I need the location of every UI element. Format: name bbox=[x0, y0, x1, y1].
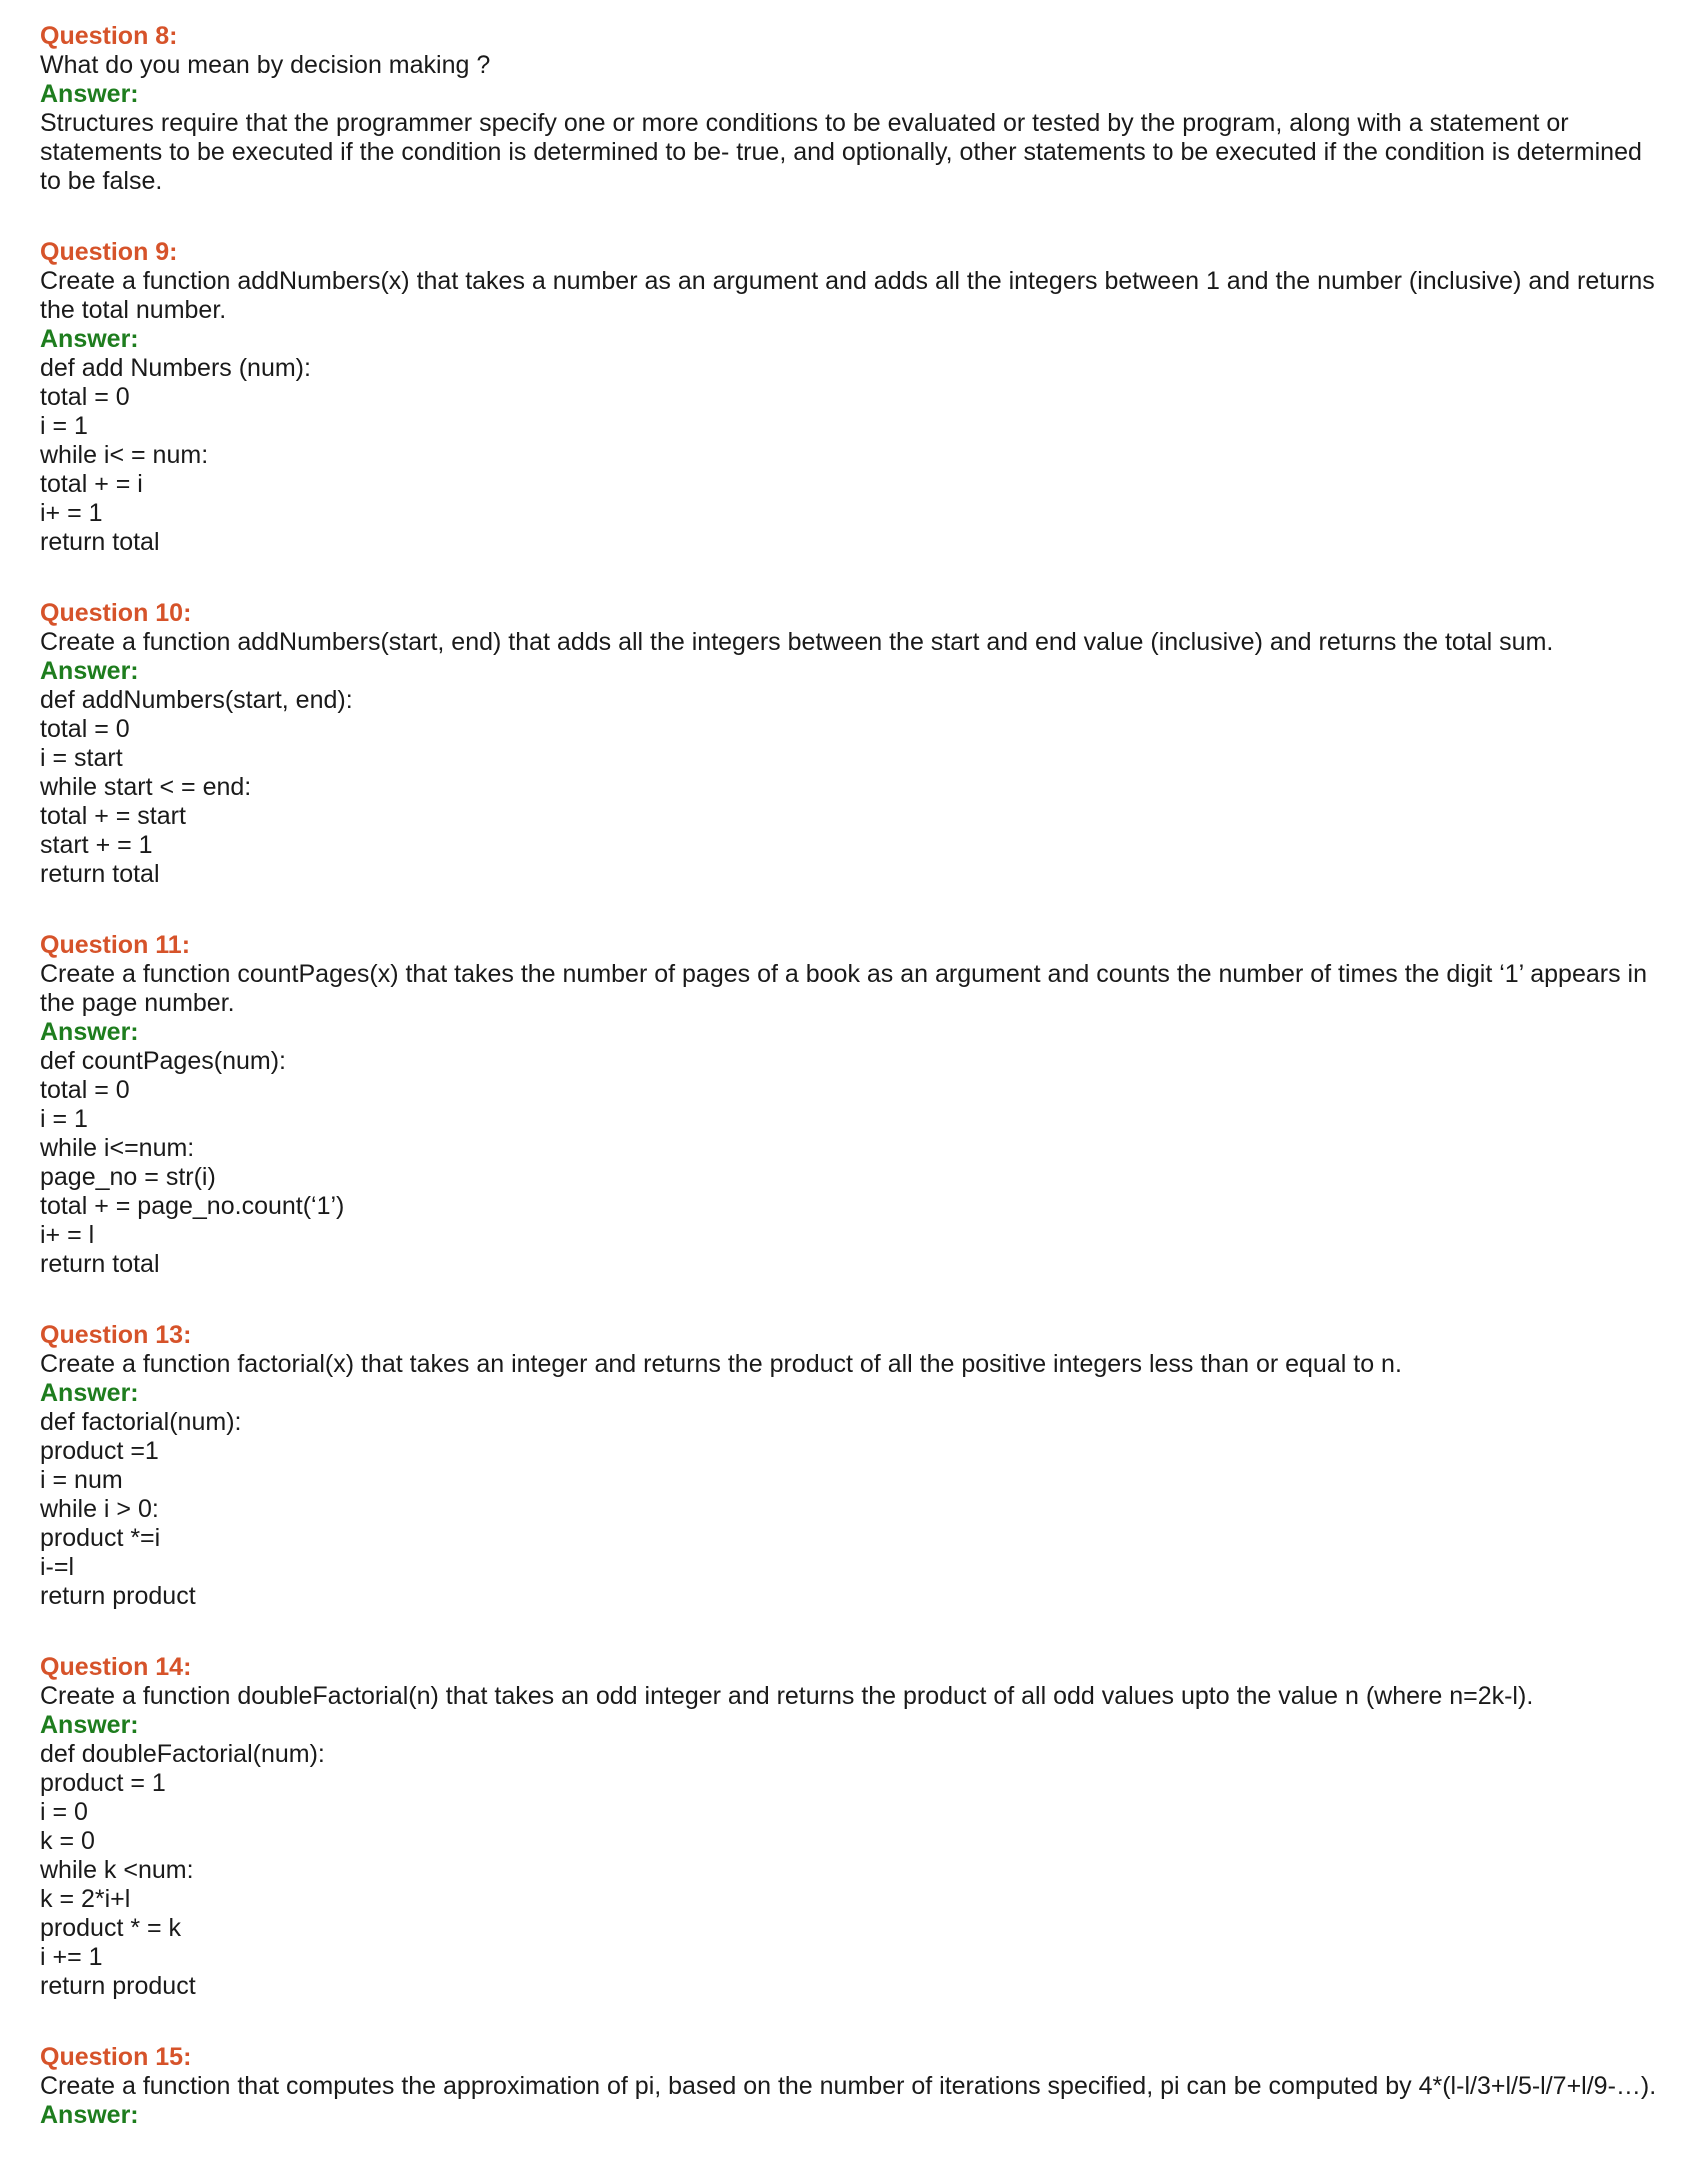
code-line: product * = k bbox=[40, 1914, 182, 1942]
answer-label: Answer: bbox=[40, 80, 139, 108]
code-line: i+ = l bbox=[40, 1221, 95, 1249]
answer-label: Answer: bbox=[40, 325, 139, 353]
question-label: Question 11: bbox=[40, 931, 191, 959]
question-label: Question 8: bbox=[40, 22, 178, 50]
document-page bbox=[40, 22, 1680, 2172]
code-line: i-=l bbox=[40, 1553, 75, 1581]
code-line: total = 0 bbox=[40, 1076, 130, 1104]
question-block-13 bbox=[40, 1321, 1680, 1611]
code-line: while start < = end: bbox=[40, 773, 252, 801]
code-line: return total bbox=[40, 860, 160, 888]
code-line: def doubleFactorial(num): bbox=[40, 1740, 325, 1768]
question-label: Question 14: bbox=[40, 1653, 192, 1681]
code-line: total + = i bbox=[40, 470, 143, 498]
question-text: Create a function factorial(x) that takes an integer and returns the product of all the positive integers less than or equal to n. bbox=[40, 1350, 1402, 1378]
code-line: i = num bbox=[40, 1466, 123, 1494]
code-line: while i<=num: bbox=[40, 1134, 195, 1162]
code-line: product = 1 bbox=[40, 1769, 166, 1797]
question-label: Question 9: bbox=[40, 238, 178, 266]
question-text: What do you mean by decision making ? bbox=[40, 51, 491, 79]
answer-label: Answer: bbox=[40, 657, 139, 685]
code-line: def countPages(num): bbox=[40, 1047, 286, 1075]
code-line: i = 1 bbox=[40, 412, 88, 440]
code-line: def add Numbers (num): bbox=[40, 354, 311, 382]
answer-label: Answer: bbox=[40, 1711, 139, 1739]
question-block-11 bbox=[40, 931, 1680, 1279]
code-line: total + = page_no.count(‘1’) bbox=[40, 1192, 345, 1220]
code-line: i+ = 1 bbox=[40, 499, 103, 527]
code-line: total = 0 bbox=[40, 715, 130, 743]
question-text: Create a function addNumbers(start, end) that adds all the integers between the start and end value (inclusive) and returns the total sum. bbox=[40, 628, 1554, 656]
question-text-line: the total number. bbox=[40, 296, 227, 324]
code-line: return total bbox=[40, 1250, 160, 1278]
code-line: page_no = str(i) bbox=[40, 1163, 216, 1191]
question-block-14 bbox=[40, 1653, 1680, 2001]
answer-label: Answer: bbox=[40, 1379, 139, 1407]
code-line: k = 2*i+l bbox=[40, 1885, 131, 1913]
question-text: Create a function doubleFactorial(n) that takes an odd integer and returns the product of all odd values upto the value n (where n=2k-l). bbox=[40, 1682, 1534, 1710]
question-label: Question 10: bbox=[40, 599, 192, 627]
question-text-line: Create a function addNumbers(x) that takes a number as an argument and adds all the integers between 1 and the number (inclusive) and returns bbox=[40, 267, 1655, 295]
question-text-line: Create a function countPages(x) that takes the number of pages of a book as an argument and counts the number of times the digit ‘1’ appears in bbox=[40, 960, 1647, 988]
question-label: Question 13: bbox=[40, 1321, 192, 1349]
code-line: product =1 bbox=[40, 1437, 159, 1465]
question-block-8 bbox=[40, 22, 1680, 196]
code-line: total + = start bbox=[40, 802, 186, 830]
code-line: return total bbox=[40, 528, 160, 556]
answer-label: Answer: bbox=[40, 1018, 139, 1046]
code-line: def factorial(num): bbox=[40, 1408, 242, 1436]
code-line: def addNumbers(start, end): bbox=[40, 686, 353, 714]
question-text-line: the page number. bbox=[40, 989, 235, 1017]
question-block-10 bbox=[40, 599, 1680, 889]
code-line: i = 1 bbox=[40, 1105, 88, 1133]
answer-text-line: to be false. bbox=[40, 167, 163, 195]
code-line: i = start bbox=[40, 744, 123, 772]
answer-text-line: Structures require that the programmer specify one or more conditions to be evaluated or tested by the program, along with a statement or bbox=[40, 109, 1569, 137]
code-line: while k <num: bbox=[40, 1856, 194, 1884]
code-line: start + = 1 bbox=[40, 831, 153, 859]
code-line: i = 0 bbox=[40, 1798, 88, 1826]
code-line: product *=i bbox=[40, 1524, 161, 1552]
code-line: total = 0 bbox=[40, 383, 130, 411]
answer-label: Answer: bbox=[40, 2101, 139, 2129]
answer-text-line: statements to be executed if the condition is determined to be- true, and optionally, other statements to be executed if the condition is determined bbox=[40, 138, 1642, 166]
question-label: Question 15: bbox=[40, 2043, 192, 2071]
code-line: return product bbox=[40, 1582, 196, 1610]
code-line: return product bbox=[40, 1972, 196, 2000]
code-line: k = 0 bbox=[40, 1827, 95, 1855]
question-text: Create a function that computes the approximation of pi, based on the number of iterations specified, pi can be computed by 4*(l-l/3+l/5-l/7+l/9-…). bbox=[40, 2072, 1657, 2100]
code-line: while i< = num: bbox=[40, 441, 209, 469]
code-line: i += 1 bbox=[40, 1943, 103, 1971]
question-block-9 bbox=[40, 238, 1680, 557]
code-line: while i > 0: bbox=[40, 1495, 159, 1523]
